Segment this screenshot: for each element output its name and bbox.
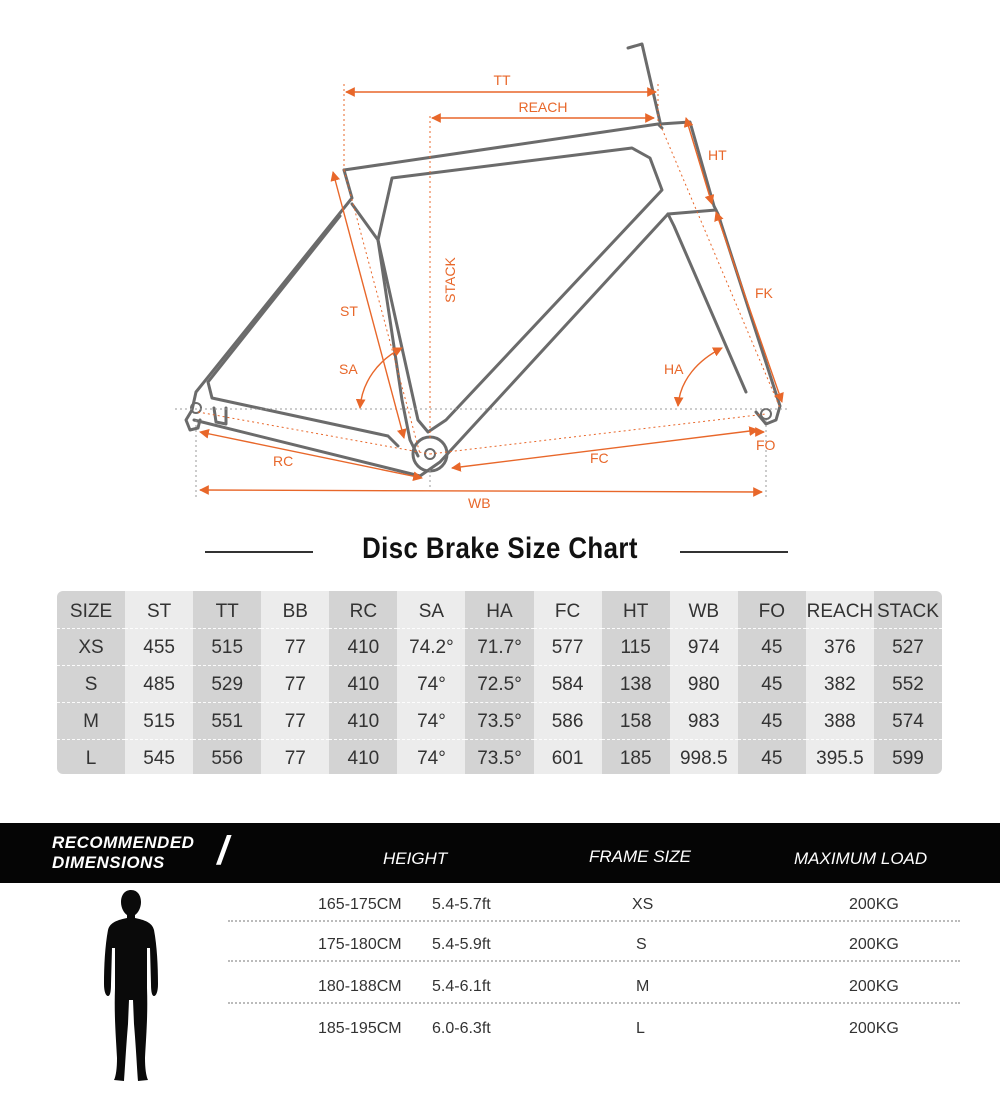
table-cell: 73.5° [477, 748, 522, 769]
column-header: FC [534, 591, 602, 629]
header-maximum-load: MAXIMUM LOAD [794, 849, 928, 868]
table-cell: 527 [874, 629, 942, 666]
table-cell: 410 [347, 748, 380, 769]
table-cell: 376 [806, 629, 874, 666]
height-ft: 6.0-6.3ft [432, 1020, 491, 1037]
column-header: HA [465, 591, 533, 629]
dimension-lines [200, 92, 782, 492]
label-ha: HA [664, 361, 684, 377]
height-cm: 180-188CM [318, 978, 402, 995]
table-cell: 974 [670, 629, 738, 666]
height-cm: 175-180CM [318, 936, 402, 953]
frame-size: XS [632, 896, 654, 913]
table-cell: 77 [261, 629, 329, 666]
table-row [0, 1010, 1000, 1052]
size-column-sa [397, 591, 465, 774]
size-chart-title-row [0, 530, 1000, 576]
height-cm: 185-195CM [318, 1020, 402, 1037]
label-fk: FK [755, 285, 773, 301]
size-column-fo [738, 591, 806, 774]
title-rule-left [205, 551, 313, 553]
frame-geometry-diagram [0, 0, 1000, 520]
height-ft: 5.4-5.9ft [432, 936, 491, 953]
table-cell: 980 [670, 666, 738, 703]
header-height: HEIGHT [383, 849, 448, 868]
table-cell: 74° [397, 703, 465, 740]
size-column-tt [193, 591, 261, 774]
table-cell: 552 [874, 666, 942, 703]
size-chart-title: Disc Brake Size Chart [362, 532, 638, 565]
row-divider [228, 1002, 960, 1004]
table-cell: 556 [211, 748, 244, 769]
table-cell: 599 [892, 748, 924, 769]
front-axle [761, 409, 771, 419]
column-header: WB [670, 591, 738, 629]
column-header: FO [738, 591, 806, 629]
label-rc: RC [273, 453, 294, 469]
column-header: SIZE [57, 591, 125, 629]
table-cell: M [57, 703, 125, 740]
label-sa: SA [339, 361, 358, 377]
table-cell: 77 [261, 703, 329, 740]
table-cell: 574 [874, 703, 942, 740]
bike-frame-drawing [0, 0, 1000, 520]
recommended-title [52, 833, 194, 873]
size-column-ht [602, 591, 670, 774]
size-chart-table [57, 591, 942, 774]
label-fc: FC [590, 450, 609, 466]
table-cell: 185 [619, 748, 652, 769]
table-cell: 45 [738, 703, 806, 740]
table-cell: 410 [329, 666, 397, 703]
recommended-title-line1: RECOMMENDED [52, 833, 195, 852]
table-cell: 388 [806, 703, 874, 740]
size-column-rc [329, 591, 397, 774]
column-header: HT [602, 591, 670, 629]
column-header: TT [193, 591, 261, 629]
column-header: STACK [874, 591, 942, 629]
table-cell: 77 [284, 748, 306, 769]
size-column-size [57, 591, 125, 774]
label-reach: REACH [518, 99, 568, 115]
table-cell: 515 [125, 703, 193, 740]
table-cell: 577 [534, 629, 602, 666]
table-cell: 74.2° [397, 629, 465, 666]
table-cell: 410 [329, 703, 397, 740]
size-column-reach [806, 591, 874, 774]
column-header: RC [329, 591, 397, 629]
recommended-dimensions-header [0, 823, 1000, 883]
height-ft: 5.4-6.1ft [432, 978, 491, 995]
table-cell: 74° [397, 666, 465, 703]
table-cell: 158 [602, 703, 670, 740]
label-st: ST [340, 303, 358, 319]
header-frame-size: FRAME SIZE [589, 847, 692, 866]
size-column-fc [534, 591, 602, 774]
table-cell: 73.5° [465, 703, 533, 740]
size-column-ha [465, 591, 533, 774]
table-cell: 998.5 [679, 748, 728, 769]
table-cell: S [57, 666, 125, 703]
table-cell: 485 [125, 666, 193, 703]
maximum-load: 200KG [849, 936, 899, 953]
table-cell: 545 [143, 748, 175, 769]
table-cell: 45 [738, 666, 806, 703]
table-cell: 382 [806, 666, 874, 703]
table-cell: 72.5° [465, 666, 533, 703]
table-cell: 601 [551, 748, 584, 769]
guide-lines [175, 409, 790, 500]
label-stack: STACK [442, 257, 458, 303]
table-cell: 45 [761, 748, 783, 769]
table-cell: 515 [193, 629, 261, 666]
column-header: ST [125, 591, 193, 629]
maximum-load: 200KG [849, 896, 899, 913]
size-column-st [125, 591, 193, 774]
frame-size: L [636, 1020, 645, 1037]
table-cell: 455 [125, 629, 193, 666]
title-rule-right [680, 551, 788, 553]
maximum-load: 200KG [849, 978, 899, 995]
height-cm: 165-175CM [318, 896, 402, 913]
size-column-bb [261, 591, 329, 774]
table-cell: 115 [602, 629, 670, 666]
table-cell: 45 [738, 629, 806, 666]
table-cell: 71.7° [465, 629, 533, 666]
recommended-title-line2: DIMENSIONS [52, 853, 165, 872]
table-cell: L [85, 748, 97, 769]
maximum-load: 200KG [849, 1020, 899, 1037]
label-ht: HT [708, 147, 727, 163]
label-tt: TT [493, 72, 511, 88]
row-divider [228, 920, 960, 922]
column-header: BB [261, 591, 329, 629]
table-cell: 584 [534, 666, 602, 703]
table-cell: 77 [261, 666, 329, 703]
frame-outline [186, 44, 780, 476]
label-fo: FO [756, 437, 776, 453]
column-header: SA [397, 591, 465, 629]
frame-size: S [636, 936, 647, 953]
table-cell: 138 [602, 666, 670, 703]
table-cell: 983 [670, 703, 738, 740]
header-slash: / [214, 829, 234, 873]
table-cell: 395.5 [816, 748, 864, 769]
column-header: REACH [806, 591, 874, 629]
table-cell: 74° [417, 748, 446, 769]
table-cell: 529 [193, 666, 261, 703]
size-column-wb [670, 591, 738, 774]
table-cell: 410 [329, 629, 397, 666]
table-cell: XS [57, 629, 125, 666]
height-ft: 5.4-5.7ft [432, 896, 491, 913]
size-column-stack [874, 591, 942, 774]
label-wb: WB [468, 495, 491, 511]
table-cell: 551 [193, 703, 261, 740]
table-cell: 586 [534, 703, 602, 740]
row-divider [228, 960, 960, 962]
frame-size: M [636, 978, 650, 995]
